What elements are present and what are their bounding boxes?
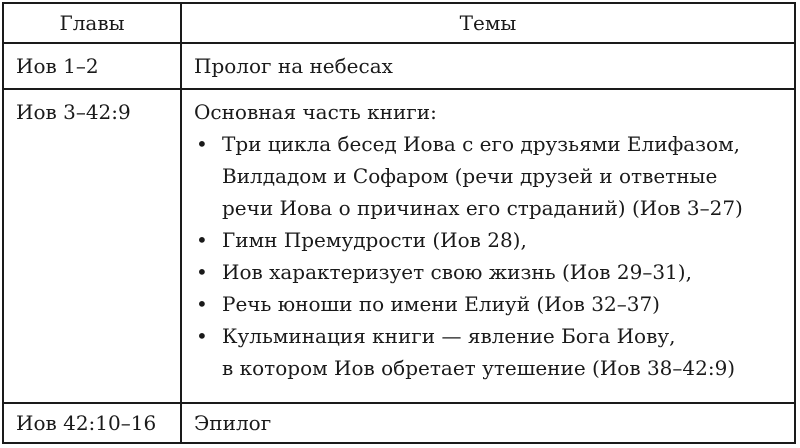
bullet-icon: • xyxy=(196,260,208,284)
header-chapters-label: Главы xyxy=(59,11,125,35)
chapters-cell xyxy=(4,90,182,402)
chapters-cell xyxy=(4,44,182,88)
theme-text: Пролог на небесах xyxy=(194,54,393,78)
list-item-line: речи Иова о причинах его страданий) (Иов 3–27) xyxy=(222,196,743,220)
table-row xyxy=(4,44,794,90)
header-cell-themes xyxy=(182,4,794,42)
list-item xyxy=(194,224,794,256)
theme-cell xyxy=(182,44,794,88)
list-item xyxy=(194,128,794,224)
theme-cell xyxy=(182,404,794,444)
chapters-text: Иов 3–42:9 xyxy=(16,100,131,124)
chapters-text: Иов 1–2 xyxy=(16,54,99,78)
list-item xyxy=(194,256,794,288)
theme-intro-text: Основная часть книги: xyxy=(194,100,437,124)
chapters-cell xyxy=(4,404,182,444)
header-cell-chapters xyxy=(4,4,182,42)
bullet-icon: • xyxy=(196,292,208,316)
table-header-row xyxy=(4,4,794,44)
chapters-themes-table xyxy=(2,2,796,444)
list-item xyxy=(194,320,794,384)
list-item-line: Гимн Премудрости (Иов 28), xyxy=(222,228,527,252)
chapters-text: Иов 42:10–16 xyxy=(16,411,157,435)
list-item-line: Кульминация книги — явление Бога Иову, xyxy=(222,324,676,348)
table-row xyxy=(4,404,794,444)
list-item-line: в котором Иов обретает утешение (Иов 38–42:9) xyxy=(222,356,736,380)
bullet-icon: • xyxy=(196,228,208,252)
table-row xyxy=(4,90,794,404)
bullet-icon: • xyxy=(196,132,208,156)
list-item-line: Вилдадом и Софаром (речи друзей и ответные xyxy=(222,164,718,188)
list-item-line: Иов характеризует свою жизнь (Иов 29–31), xyxy=(222,260,692,284)
theme-text: Эпилог xyxy=(194,411,272,435)
list-item xyxy=(194,288,794,320)
list-item-line: Три цикла бесед Иова с его друзьями Елифазом, xyxy=(222,132,741,156)
bullet-icon: • xyxy=(196,324,208,348)
theme-cell xyxy=(182,90,794,402)
header-themes-label: Темы xyxy=(459,11,517,35)
theme-bullet-list xyxy=(194,128,794,384)
list-item-line: Речь юноши по имени Елиуй (Иов 32–37) xyxy=(222,292,660,316)
